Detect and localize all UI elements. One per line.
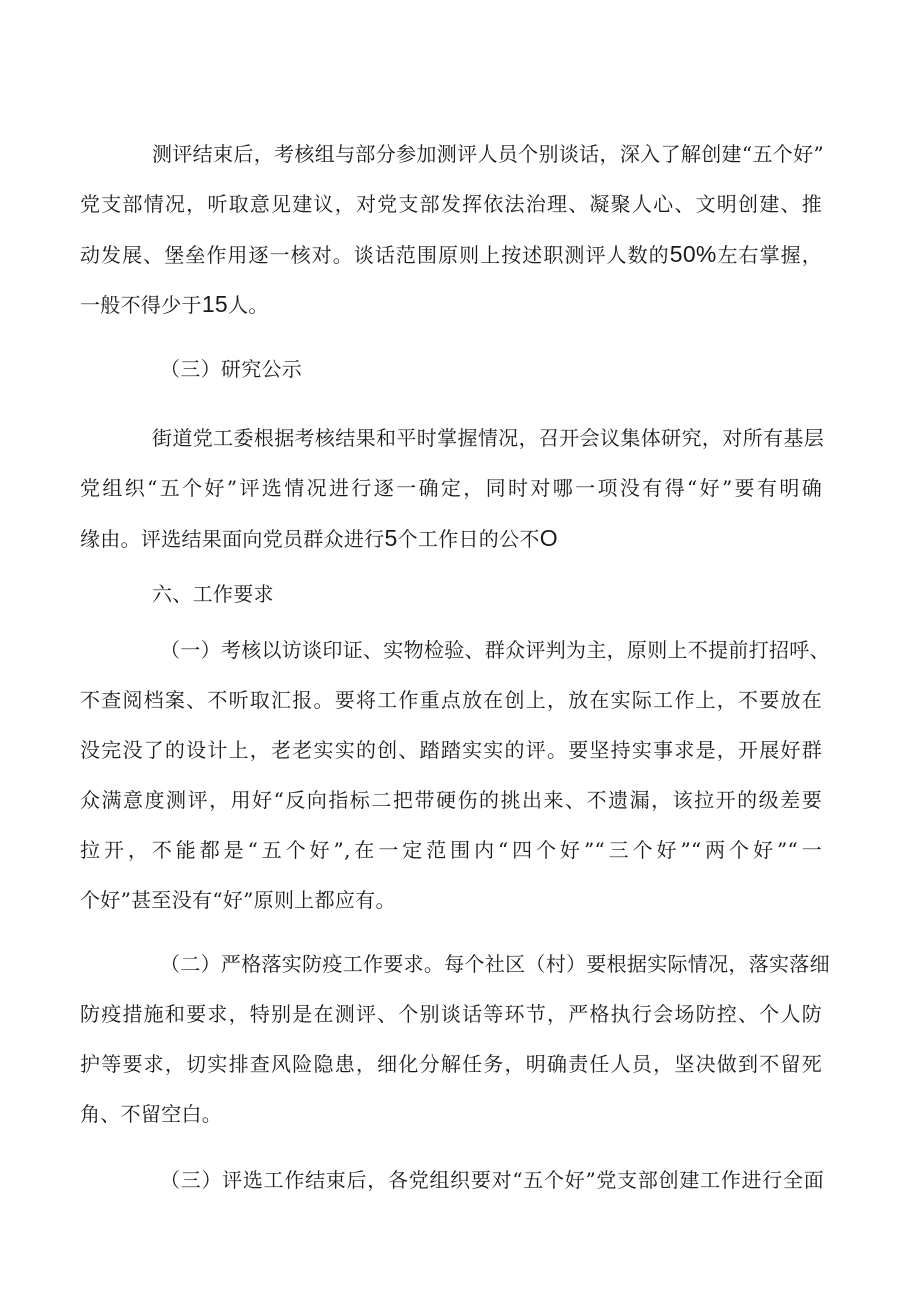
section-heading: （三）研究公示 (160, 357, 303, 381)
paragraph-line: 党支部情况，听取意见建议，对党支部发挥依法治理、凝聚人心、文明创建、推 (80, 192, 822, 216)
paragraph-line: 个好”甚至没有“好”原则上都应有。 (80, 888, 396, 912)
numeral-text: 15 (201, 291, 228, 317)
paragraph-line: 党组织“五个好”评选情况进行逐一确定，同时对哪一项没有得“好”要有明确 (80, 476, 822, 500)
numeral-text: O (539, 525, 558, 551)
paragraph-line: 护等要求，切实排查风险隐患，细化分解任务，明确责任人员，坚决做到不留死 (80, 1052, 822, 1076)
section-heading: 六、工作要求 (152, 582, 274, 606)
paragraph-line: 测评结束后，考核组与部分参加测评人员个别谈话，深入了解创建“五个好” (152, 142, 824, 166)
paragraph-line: 缘由。评选结果面向党员群众进行5个工作日的公不O (80, 525, 558, 551)
paragraph-line: 没完没了的设计上，老老实实的创、踏踏实实的评。要坚持实事求是，开展好群 (80, 738, 822, 762)
paragraph-line: 拉开，不能都是“五个好”,在一定范围内“四个好”“三个好”“两个好”“一 (80, 838, 822, 862)
paragraph-line: 众满意度测评，用好“反向指标二把带硬伤的挑出来、不遗漏，该拉开的级差要 (80, 788, 822, 812)
paragraph-line: 一般不得少于15人。 (80, 291, 269, 317)
paragraph-line: 防疫措施和要求，特别是在测评、个别谈话等环节，严格执行会场防控、个人防 (80, 1002, 822, 1026)
numeral-text: 50% (669, 241, 717, 267)
paragraph-line: （一）考核以访谈印证、实物检验、群众评判为主，原则上不提前打招呼、 (160, 638, 830, 662)
paragraph-line: （三）评选工作结束后，各党组织要对“五个好”党支部创建工作进行全面 (160, 1168, 824, 1192)
paragraph-line: 不查阅档案、不听取汇报。要将工作重点放在创上，放在实际工作上，不要放在 (80, 688, 822, 712)
paragraph-line: 动发展、堡垒作用逐一核对。谈话范围原则上按述职测评人数的50%左右掌握， (80, 241, 822, 267)
paragraph-line: 角、不留空白。 (80, 1102, 223, 1126)
paragraph-line: （二）严格落实防疫工作要求。每个社区（村）要根据实际情况，落实落细 (160, 952, 830, 976)
paragraph-line: 街道党工委根据考核结果和平时掌握情况，召开会议集体研究，对所有基层 (152, 426, 824, 450)
numeral-text: 5 (384, 525, 398, 551)
